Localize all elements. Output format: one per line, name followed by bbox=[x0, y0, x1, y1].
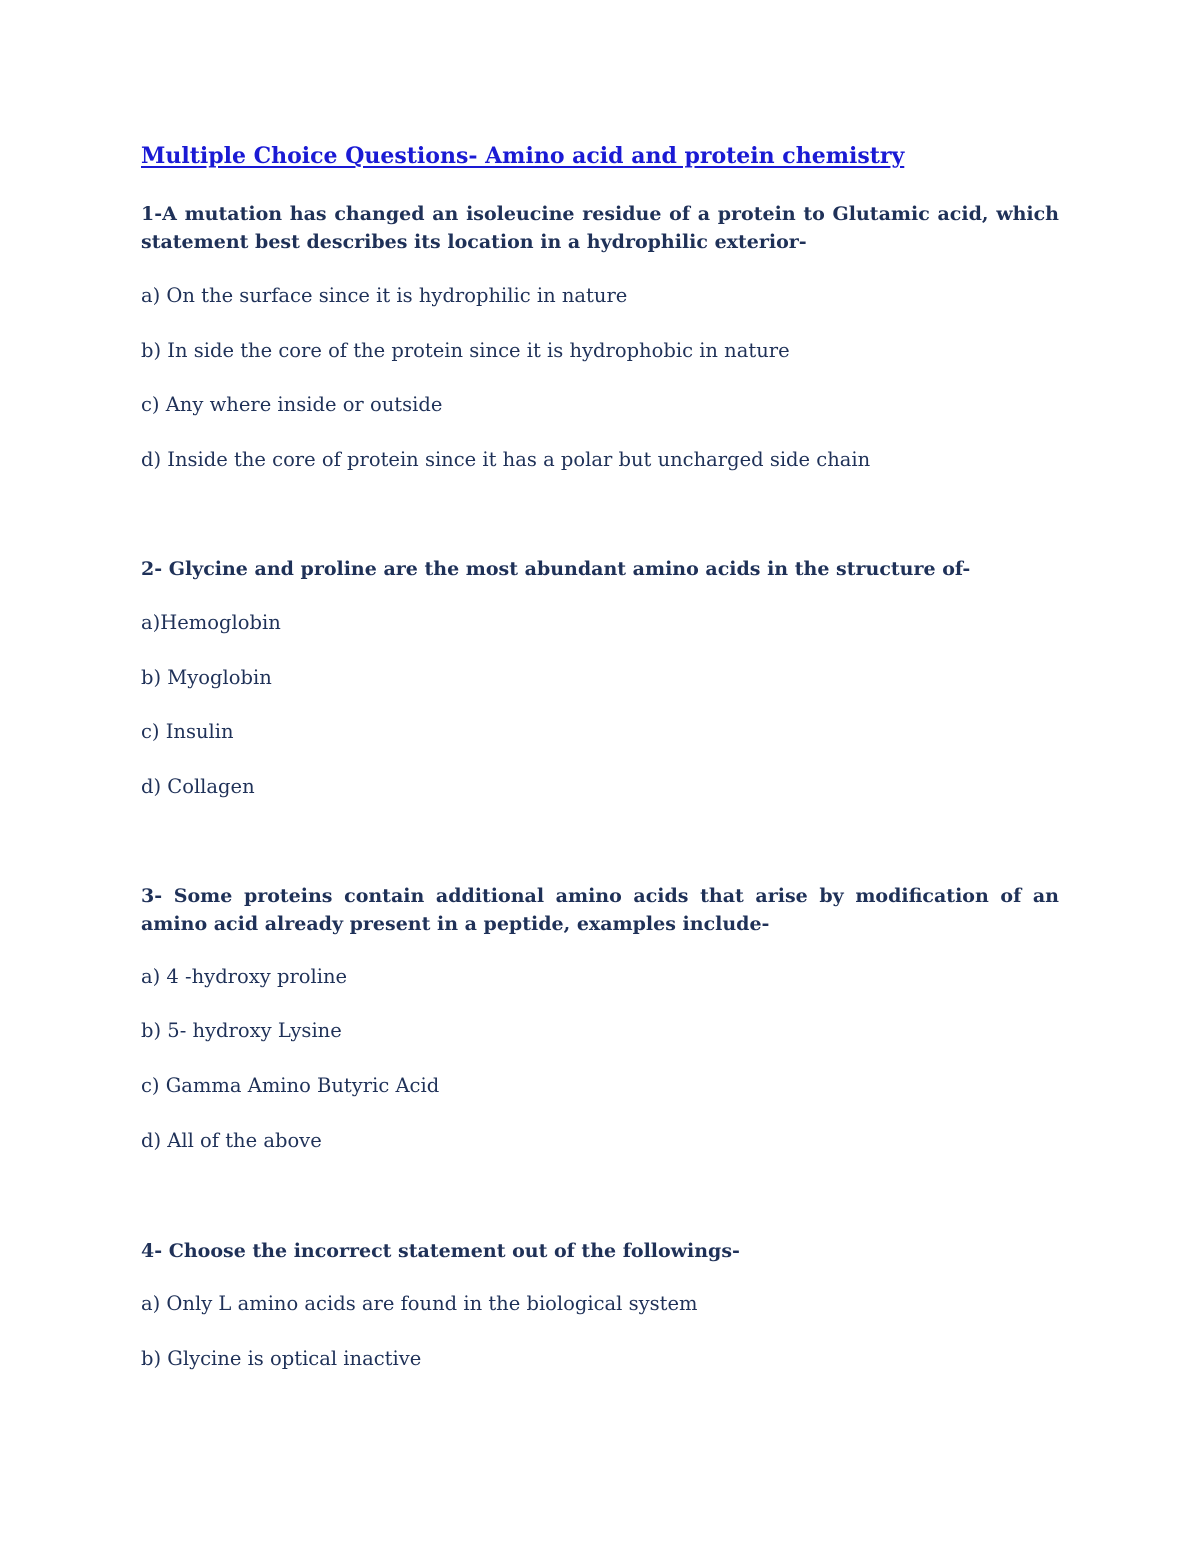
question-1-option-d: d) Inside the core of protein since it has a polar but uncharged side chain bbox=[141, 448, 871, 471]
question-1-option-c: c) Any where inside or outside bbox=[141, 393, 443, 416]
question-4-option-a: a) Only L amino acids are found in the biological system bbox=[141, 1292, 698, 1315]
question-1-option-b: b) In side the core of the protein since it is hydrophobic in nature bbox=[141, 339, 790, 362]
question-2-option-a: a)Hemoglobin bbox=[141, 611, 281, 634]
question-1-option-a: a) On the surface since it is hydrophilic in nature bbox=[141, 284, 628, 307]
question-3-text: 3- Some proteins contain additional amino acids that arise by modification of an amino acid already present in a peptide, examples include- bbox=[141, 885, 1059, 935]
page-title: Multiple Choice Questions- Amino acid and protein chemistry bbox=[141, 143, 905, 169]
question-2-option-d: d) Collagen bbox=[141, 775, 255, 798]
question-4-text: 4- Choose the incorrect statement out of the followings- bbox=[141, 1240, 740, 1262]
question-4-option-b: b) Glycine is optical inactive bbox=[141, 1347, 422, 1370]
question-1-text: 1-A mutation has changed an isoleucine residue of a protein to Glutamic acid, which statement best describes its location in a hydrophilic exterior- bbox=[141, 203, 1059, 253]
question-3-option-b: b) 5- hydroxy Lysine bbox=[141, 1019, 342, 1042]
question-2-option-c: c) Insulin bbox=[141, 720, 234, 743]
question-2-option-b: b) Myoglobin bbox=[141, 666, 272, 689]
question-3-option-a: a) 4 -hydroxy proline bbox=[141, 965, 348, 988]
question-3-option-d: d) All of the above bbox=[141, 1129, 322, 1152]
question-3-option-c: c) Gamma Amino Butyric Acid bbox=[141, 1074, 440, 1097]
question-2-text: 2- Glycine and proline are the most abundant amino acids in the structure of- bbox=[141, 558, 971, 580]
